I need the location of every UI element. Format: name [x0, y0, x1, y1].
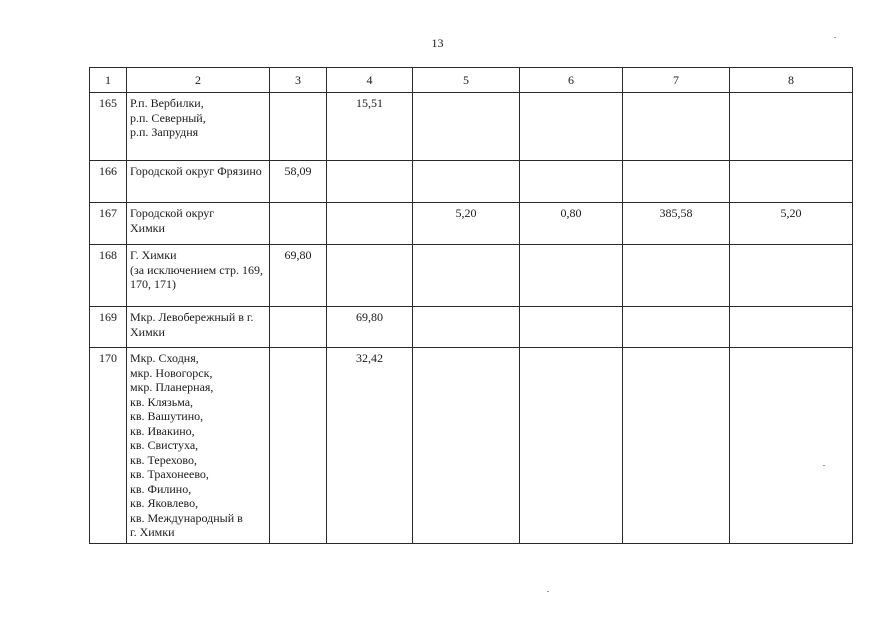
value-cell [623, 348, 730, 544]
scan-speck [834, 37, 836, 38]
locality-name: Р.п. Вербилки, р.п. Северный, р.п. Запрудня [127, 93, 270, 161]
value-cell [413, 161, 520, 203]
value-cell [270, 93, 327, 161]
value-cell: 385,58 [623, 203, 730, 245]
row-number: 166 [90, 161, 127, 203]
value-cell [520, 93, 623, 161]
row-number: 170 [90, 348, 127, 544]
scan-speck [823, 465, 825, 466]
value-cell [520, 245, 623, 307]
value-cell [327, 245, 413, 307]
locality-name: Мкр. Сходня, мкр. Новогорск, мкр. Планерная, кв. Клязьма, кв. Вашутино, кв. Ивакино, кв. Свистуха, кв. Терехово, кв. Трахонеево, кв. Филино, кв. Яковлево, кв. Международный в г. Химки [127, 348, 270, 544]
value-cell [623, 307, 730, 348]
value-cell [413, 307, 520, 348]
value-cell [730, 161, 853, 203]
row-number: 167 [90, 203, 127, 245]
table-row [90, 93, 853, 161]
value-cell [623, 161, 730, 203]
table-row [90, 348, 853, 544]
value-cell [623, 245, 730, 307]
header-cell: 2 [127, 68, 270, 93]
header-cell: 7 [623, 68, 730, 93]
value-cell [270, 307, 327, 348]
data-table [89, 67, 853, 544]
scan-speck [547, 591, 549, 592]
value-cell [623, 93, 730, 161]
value-cell [270, 348, 327, 544]
header-cell: 6 [520, 68, 623, 93]
header-cell: 8 [730, 68, 853, 93]
value-cell [270, 203, 327, 245]
header-cell: 4 [327, 68, 413, 93]
row-number: 168 [90, 245, 127, 307]
page-number: 13 [431, 36, 444, 50]
value-cell: 69,80 [327, 307, 413, 348]
value-cell [413, 245, 520, 307]
value-cell: 5,20 [730, 203, 853, 245]
table-header-row [90, 68, 853, 93]
table-row [90, 203, 853, 245]
value-cell: 32,42 [327, 348, 413, 544]
locality-name: Г. Химки (за исключением стр. 169, 170, 171) [127, 245, 270, 307]
table-row [90, 161, 853, 203]
locality-name: Городской округ Химки [127, 203, 270, 245]
value-cell: 15,51 [327, 93, 413, 161]
value-cell [327, 161, 413, 203]
locality-name: Городской округ Фрязино [127, 161, 270, 203]
value-cell [520, 161, 623, 203]
value-cell: 69,80 [270, 245, 327, 307]
value-cell: 0,80 [520, 203, 623, 245]
value-cell [327, 203, 413, 245]
value-cell [413, 93, 520, 161]
row-number: 169 [90, 307, 127, 348]
header-cell: 5 [413, 68, 520, 93]
value-cell [413, 348, 520, 544]
value-cell [520, 348, 623, 544]
value-cell [730, 307, 853, 348]
row-number: 165 [90, 93, 127, 161]
value-cell [730, 93, 853, 161]
value-cell [520, 307, 623, 348]
locality-name: Мкр. Левобережный в г. Химки [127, 307, 270, 348]
header-cell: 3 [270, 68, 327, 93]
value-cell [730, 348, 853, 544]
header-cell: 1 [90, 68, 127, 93]
table-row [90, 307, 853, 348]
value-cell [730, 245, 853, 307]
value-cell: 5,20 [413, 203, 520, 245]
value-cell: 58,09 [270, 161, 327, 203]
table-row [90, 245, 853, 307]
